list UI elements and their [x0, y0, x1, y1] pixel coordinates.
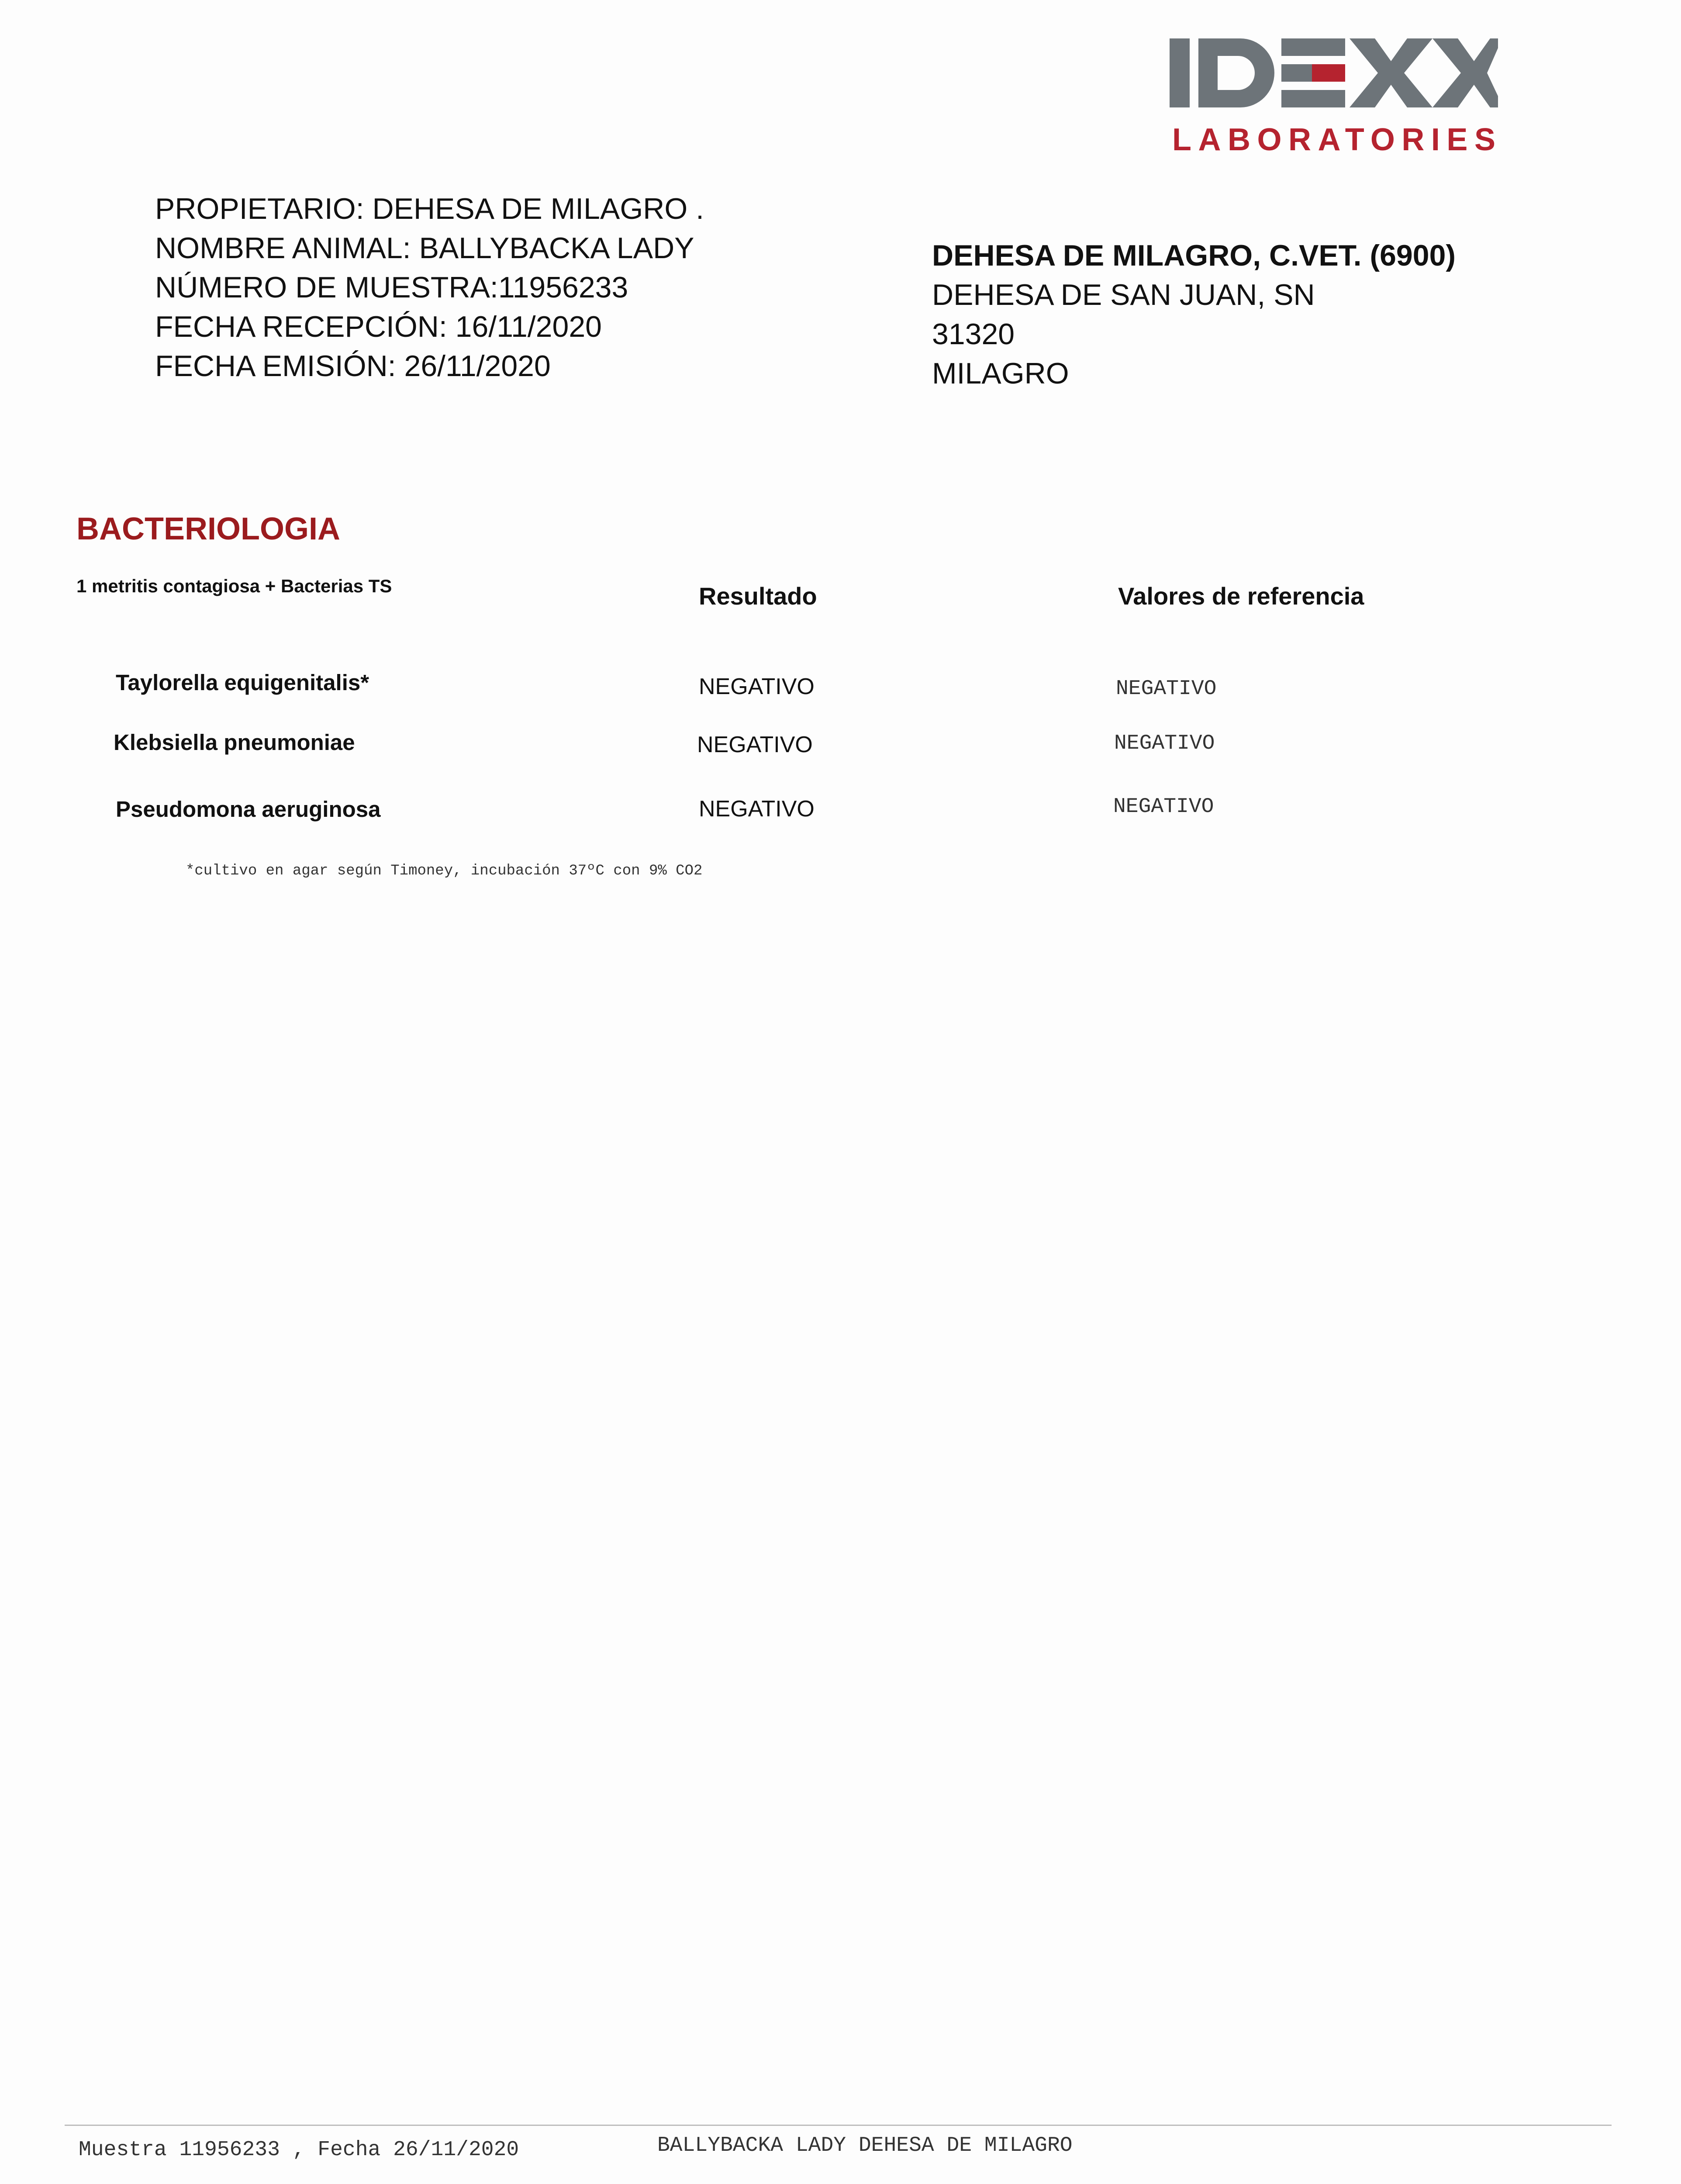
owner-propietario: PROPIETARIO: DEHESA DE MILAGRO .: [155, 192, 704, 225]
result-row-name: Klebsiella pneumoniae: [114, 730, 355, 755]
owner-fecha-emision: FECHA EMISIÓN: 26/11/2020: [155, 349, 551, 383]
footer-divider: [65, 2125, 1612, 2126]
result-row-name: Taylorella equigenitalis*: [116, 670, 369, 695]
footer-animal-owner: BALLYBACKA LADY DEHESA DE MILAGRO: [657, 2134, 1073, 2157]
section-title: BACTERIOLOGIA: [76, 511, 340, 546]
test-name: 1 metritis contagiosa + Bacterias TS: [76, 576, 392, 596]
result-row-value: NEGATIVO: [699, 796, 815, 822]
owner-fecha-recepcion: FECHA RECEPCIÓN: 16/11/2020: [155, 310, 602, 343]
column-header-result: Resultado: [699, 582, 817, 610]
footer-sample-info: Muestra 11956233 , Fecha 26/11/2020: [79, 2138, 519, 2162]
result-row-reference: NEGATIVO: [1113, 795, 1214, 819]
clinic-postal-code: 31320: [932, 318, 1015, 351]
owner-numero-muestra: NÚMERO DE MUESTRA:11956233: [155, 271, 628, 304]
clinic-city: MILAGRO: [932, 357, 1069, 390]
clinic-info: [932, 236, 1456, 393]
owner-info: [155, 189, 704, 386]
result-row-reference: NEGATIVO: [1116, 677, 1217, 701]
clinic-name: DEHESA DE MILAGRO, C.VET. (6900): [932, 239, 1456, 272]
result-row-reference: NEGATIVO: [1114, 732, 1215, 755]
footnote: *cultivo en agar según Timoney, incubación 37ºC con 9% CO2: [186, 863, 703, 879]
logo-subtitle: LABORATORIES: [1172, 122, 1495, 157]
owner-nombre-animal: NOMBRE ANIMAL: BALLYBACKA LADY: [155, 232, 694, 265]
column-header-reference: Valores de referencia: [1118, 582, 1364, 610]
idexx-logo-graphic: [1162, 35, 1502, 157]
result-row-value: NEGATIVO: [697, 732, 813, 757]
idexx-logo: [1162, 35, 1502, 157]
clinic-address: DEHESA DE SAN JUAN, SN: [932, 278, 1315, 311]
result-row-value: NEGATIVO: [699, 674, 815, 699]
result-row-name: Pseudomona aeruginosa: [116, 797, 381, 822]
